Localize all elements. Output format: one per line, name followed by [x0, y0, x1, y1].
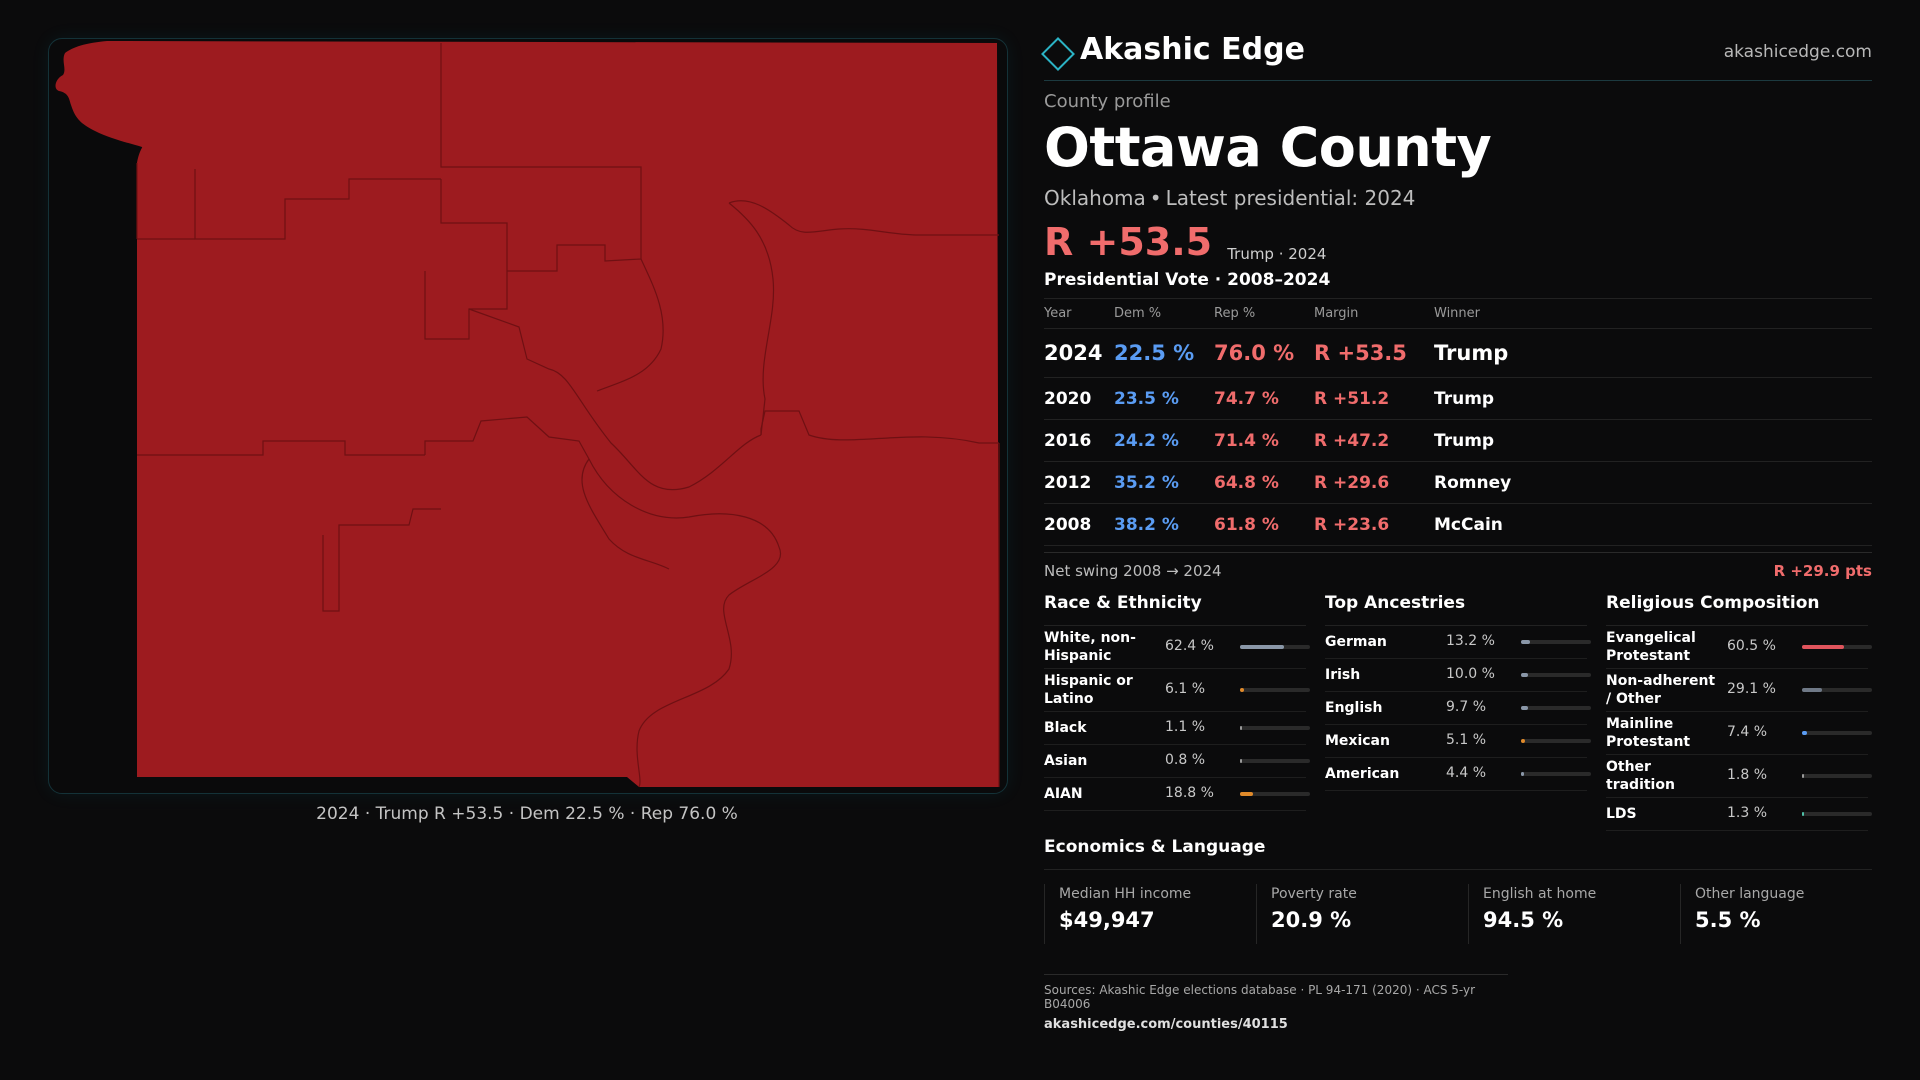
county-shape[interactable]: [56, 41, 999, 787]
item-name: Non-adherent / Other: [1606, 673, 1716, 707]
item-name: Mexican: [1325, 733, 1390, 749]
percent-bar: [1802, 645, 1872, 649]
item-name: Hispanic or Latino: [1044, 673, 1133, 707]
cell-dem: 22.5 %: [1114, 329, 1214, 378]
table-row: [1044, 504, 1872, 546]
county-url-link[interactable]: akashicedge.com/counties/40115: [1044, 1017, 1288, 1032]
cell-rep: 61.8 %: [1214, 504, 1314, 546]
item-percent: 29.1 %: [1727, 681, 1776, 697]
percent-bar-fill: [1802, 688, 1822, 692]
list-item: [1606, 669, 1868, 712]
brand-site-link[interactable]: akashicedge.com: [1723, 42, 1872, 62]
list-item: [1044, 778, 1306, 811]
headline-margin: R +53.5: [1044, 220, 1213, 264]
item-percent: 1.8 %: [1727, 767, 1768, 783]
econ-label: Other language: [1695, 886, 1805, 902]
percent-bar-fill: [1521, 706, 1528, 710]
percent-bar: [1240, 759, 1310, 763]
percent-bar: [1802, 731, 1872, 735]
percent-bar: [1802, 688, 1872, 692]
cell-year: 2024: [1044, 329, 1114, 378]
header-dem: Dem %: [1114, 299, 1214, 329]
percent-bar-fill: [1521, 673, 1528, 677]
item-name: LDS: [1606, 806, 1637, 822]
cell-margin: R +53.5: [1314, 329, 1434, 378]
list-item: [1325, 626, 1587, 659]
cell-dem: 35.2 %: [1114, 462, 1214, 504]
percent-bar: [1240, 688, 1310, 692]
list-item: [1044, 669, 1306, 712]
list-item: [1606, 626, 1868, 669]
cell-rep: 74.7 %: [1214, 378, 1314, 420]
vote-table-title: Presidential Vote · 2008–2024: [1044, 270, 1872, 299]
item-name: Black: [1044, 720, 1087, 736]
percent-bar-fill: [1521, 739, 1525, 743]
percent-bar-fill: [1240, 688, 1244, 692]
cell-dem: 23.5 %: [1114, 378, 1214, 420]
cell-year: 2012: [1044, 462, 1114, 504]
percent-bar: [1521, 739, 1591, 743]
percent-bar: [1240, 792, 1310, 796]
religion-panel: [1606, 587, 1868, 831]
cell-year: 2008: [1044, 504, 1114, 546]
percent-bar-fill: [1240, 645, 1284, 649]
list-item: [1325, 758, 1587, 791]
map-caption: 2024 · Trump R +53.5 · Dem 22.5 % · Rep 76.0 %: [316, 804, 738, 824]
item-percent: 6.1 %: [1165, 681, 1206, 697]
list-item: [1325, 659, 1587, 692]
item-name: German: [1325, 634, 1387, 650]
econ-value: 20.9 %: [1271, 908, 1352, 932]
econ-card: [1256, 884, 1451, 944]
cell-margin: R +51.2: [1314, 378, 1434, 420]
county-profile-panel: [1044, 30, 1872, 1032]
sources-footer: [1044, 974, 1508, 1032]
econ-label: Poverty rate: [1271, 886, 1357, 902]
table-row: [1044, 329, 1872, 378]
item-percent: 60.5 %: [1727, 638, 1776, 654]
headline-note: Trump · 2024: [1227, 245, 1327, 263]
sources-text: Sources: Akashic Edge elections database · PL 94-171 (2020) · ACS 5-yr B04006: [1044, 983, 1476, 1011]
item-name: Asian: [1044, 753, 1088, 769]
item-name: AIAN: [1044, 786, 1083, 802]
cell-dem: 38.2 %: [1114, 504, 1214, 546]
vote-table-header: [1044, 299, 1872, 329]
item-percent: 9.7 %: [1446, 699, 1487, 715]
cell-margin: R +29.6: [1314, 462, 1434, 504]
percent-bar-fill: [1240, 792, 1253, 796]
percent-bar-fill: [1240, 726, 1242, 730]
econ-label: Median HH income: [1059, 886, 1192, 902]
net-swing-value: R +29.9 pts: [1773, 562, 1872, 580]
list-item: [1044, 626, 1306, 669]
percent-bar: [1521, 706, 1591, 710]
percent-bar: [1240, 645, 1310, 649]
item-percent: 13.2 %: [1446, 633, 1495, 649]
percent-bar: [1240, 726, 1310, 730]
percent-bar: [1802, 774, 1872, 778]
item-percent: 10.0 %: [1446, 666, 1495, 682]
percent-bar: [1521, 673, 1591, 677]
list-item: [1044, 712, 1306, 745]
net-swing-label: Net swing 2008 → 2024: [1044, 562, 1222, 580]
latest-label: Latest presidential: 2024: [1165, 186, 1416, 210]
econ-value: 5.5 %: [1695, 908, 1761, 932]
table-row: [1044, 378, 1872, 420]
item-percent: 1.1 %: [1165, 719, 1206, 735]
list-item: [1606, 798, 1868, 831]
list-item: [1606, 712, 1868, 755]
header-margin: Margin: [1314, 299, 1434, 329]
diamond-logo-icon: [1041, 37, 1075, 71]
item-percent: 18.8 %: [1165, 785, 1214, 801]
item-name: Other tradition: [1606, 759, 1675, 793]
percent-bar: [1521, 640, 1591, 644]
percent-bar-fill: [1802, 645, 1844, 649]
brand-header: [1044, 30, 1872, 81]
list-item: [1044, 745, 1306, 778]
list-item: [1325, 692, 1587, 725]
ancestry-title: Top Ancestries: [1325, 587, 1587, 626]
page-title: Ottawa County: [1044, 116, 1492, 179]
percent-bar-fill: [1802, 812, 1804, 816]
economics-grid: [1044, 884, 1872, 954]
item-percent: 62.4 %: [1165, 638, 1214, 654]
cell-year: 2020: [1044, 378, 1114, 420]
cell-winner: Trump: [1434, 378, 1872, 420]
ancestry-panel: [1325, 587, 1587, 791]
county-subtitle: Oklahoma • Latest presidential: 2024: [1044, 186, 1416, 210]
percent-bar-fill: [1521, 772, 1524, 776]
cell-margin: R +47.2: [1314, 420, 1434, 462]
net-swing-row: [1044, 552, 1872, 587]
item-name: Mainline Protestant: [1606, 716, 1691, 750]
item-name: White, non-Hispanic: [1044, 630, 1136, 664]
item-name: Evangelical Protestant: [1606, 630, 1696, 664]
county-map-svg: [49, 39, 1007, 793]
state-name: Oklahoma: [1044, 186, 1146, 210]
item-percent: 7.4 %: [1727, 724, 1768, 740]
item-percent: 5.1 %: [1446, 732, 1487, 748]
cell-rep: 64.8 %: [1214, 462, 1314, 504]
cell-margin: R +23.6: [1314, 504, 1434, 546]
item-percent: 1.3 %: [1727, 805, 1768, 821]
list-item: [1325, 725, 1587, 758]
race-ethnicity-panel: [1044, 587, 1306, 811]
cell-year: 2016: [1044, 420, 1114, 462]
item-name: English: [1325, 700, 1383, 716]
percent-bar-fill: [1802, 774, 1804, 778]
item-name: Irish: [1325, 667, 1361, 683]
cell-winner: McCain: [1434, 504, 1872, 546]
cell-winner: Trump: [1434, 420, 1872, 462]
table-row: [1044, 420, 1872, 462]
demographics-section: [1044, 587, 1872, 837]
percent-bar: [1521, 772, 1591, 776]
percent-bar-fill: [1802, 731, 1807, 735]
econ-value: $49,947: [1059, 908, 1155, 932]
cell-rep: 71.4 %: [1214, 420, 1314, 462]
county-map[interactable]: [48, 38, 1008, 794]
econ-card: [1680, 884, 1875, 944]
table-row: [1044, 462, 1872, 504]
econ-card: [1044, 884, 1239, 944]
eyebrow: County profile: [1044, 91, 1171, 112]
item-percent: 0.8 %: [1165, 752, 1206, 768]
brand-name: Akashic Edge: [1080, 32, 1305, 67]
item-name: American: [1325, 766, 1400, 782]
header-rep: Rep %: [1214, 299, 1314, 329]
item-percent: 4.4 %: [1446, 765, 1487, 781]
cell-rep: 76.0 %: [1214, 329, 1314, 378]
race-title: Race & Ethnicity: [1044, 587, 1306, 626]
cell-dem: 24.2 %: [1114, 420, 1214, 462]
list-item: [1606, 755, 1868, 798]
headline-margin-block: [1044, 220, 1872, 266]
percent-bar: [1802, 812, 1872, 816]
econ-label: English at home: [1483, 886, 1597, 902]
cell-winner: Romney: [1434, 462, 1872, 504]
econ-value: 94.5 %: [1483, 908, 1564, 932]
econ-card: [1468, 884, 1663, 944]
cell-winner: Trump: [1434, 329, 1872, 378]
religion-title: Religious Composition: [1606, 587, 1868, 626]
percent-bar-fill: [1521, 640, 1530, 644]
percent-bar-fill: [1240, 759, 1242, 763]
header-year: Year: [1044, 299, 1114, 329]
vote-table: [1044, 299, 1872, 546]
economics-title: Economics & Language: [1044, 837, 1872, 870]
header-winner: Winner: [1434, 299, 1872, 329]
